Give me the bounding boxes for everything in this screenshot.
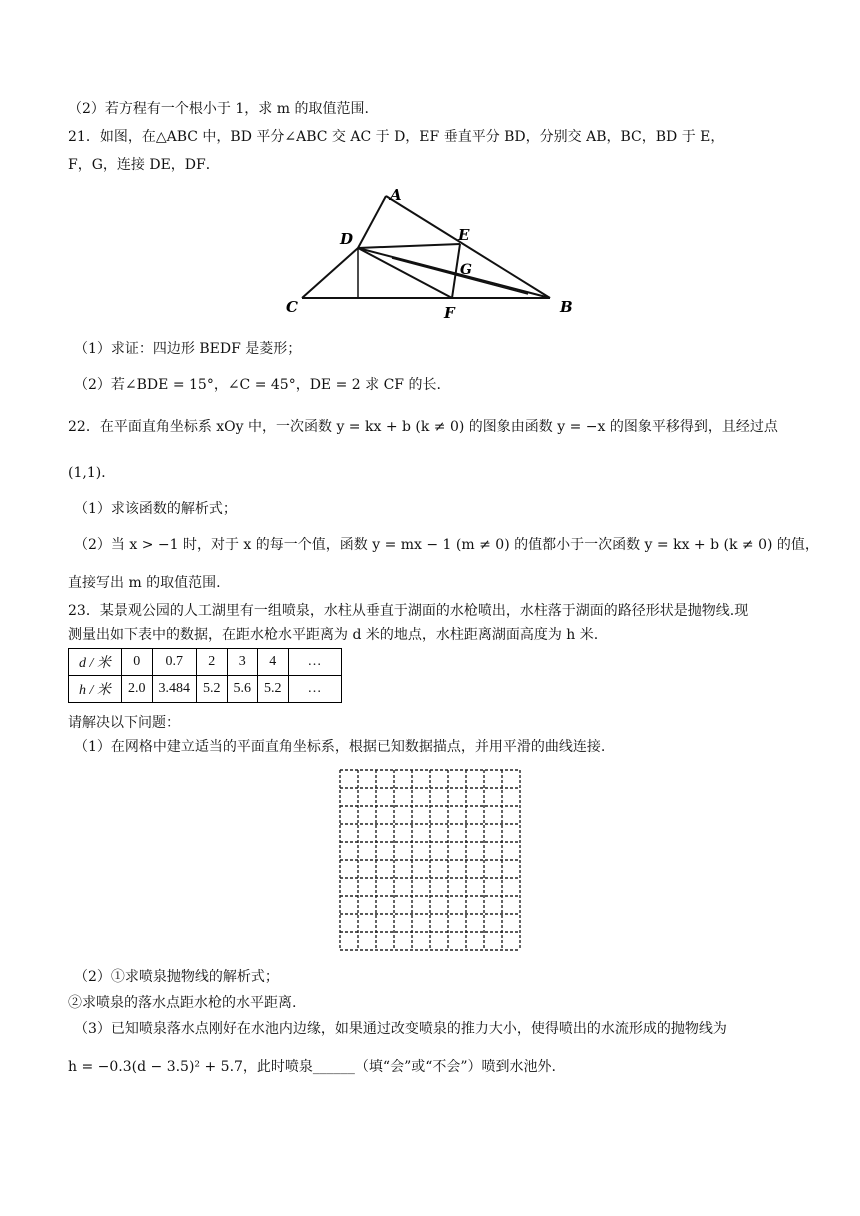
table-cell: 4 (258, 649, 289, 676)
label-d: D (340, 230, 354, 248)
q23-part3-line1: （3）已知喷泉落水点刚好在水池内边缘，如果通过改变喷泉的推力大小，使得喷出的水流形成的抛物线为 (74, 1021, 727, 1037)
q22-stem-line2: (1,1)． (68, 465, 116, 481)
table-cell: d / 米 (69, 649, 122, 676)
segment-ef (452, 244, 460, 298)
q21-stem-line2: F，G，连接 DE，DF． (68, 157, 220, 173)
segment-cd (302, 248, 358, 298)
q23-dashed-grid (336, 766, 524, 954)
table-cell: 2.0 (122, 676, 153, 703)
table-cell: … (288, 649, 341, 676)
q23-part3-line2: h = −0.3(d − 3.5)² + 5.7，此时喷泉______（填“会”或“不会”）喷到水池外. (68, 1059, 557, 1075)
q23-part2-line2: ②求喷泉的落水点距水枪的水平距离. (68, 995, 297, 1011)
q22-stem-line1: 22．在平面直角坐标系 xOy 中，一次函数 y = kx + b (k ≠ 0) 的图象由函数 y = −x 的图象平移得到，且经过点 (68, 419, 778, 435)
table-row (69, 649, 342, 676)
q23-part2-line1: （2）①求喷泉抛物线的解析式； (74, 969, 279, 985)
q21-triangle-figure (280, 186, 580, 321)
segment-da (358, 196, 386, 248)
table-cell: 5.2 (258, 676, 289, 703)
label-f: F (444, 304, 455, 321)
table-cell: 5.6 (227, 676, 258, 703)
table-row (69, 676, 342, 703)
q20-part2: （2）若方程有一个根小于 1，求 m 的取值范围. (68, 101, 369, 117)
q23-stem-line1: 23．某景观公园的人工湖里有一组喷泉，水柱从垂直于湖面的水枪喷出，水柱落于湖面的路径形状是抛物线.现 (68, 603, 749, 619)
segment-df (358, 248, 452, 298)
table-cell: 2 (197, 649, 228, 676)
label-e: E (458, 226, 470, 244)
label-a: A (390, 186, 402, 204)
q23-stem-line2: 测量出如下表中的数据，在距水枪水平距离为 d 米的地点，水柱距离湖面高度为 h 米. (68, 627, 599, 643)
table-cell: 3.484 (152, 676, 197, 703)
segment-ab (386, 196, 550, 298)
table-cell: 3 (227, 649, 258, 676)
table-cell: … (288, 676, 341, 703)
table-cell: h / 米 (69, 676, 122, 703)
table-cell: 5.2 (197, 676, 228, 703)
q22-part1: （1）求该函数的解析式； (74, 501, 237, 517)
q21-part2: （2）若∠BDE = 15°，∠C = 45°，DE = 2 求 CF 的长. (74, 377, 441, 393)
label-b: B (560, 298, 573, 316)
table-cell: 0.7 (152, 649, 197, 676)
label-c: C (286, 298, 298, 316)
segment-de (358, 244, 460, 248)
q23-part1: （1）在网格中建立适当的平面直角坐标系，根据已知数据描点，并用平滑的曲线连接. (74, 739, 606, 755)
label-g: G (460, 262, 472, 278)
q22-part2-line2: 直接写出 m 的取值范围. (68, 575, 221, 591)
q23-data-table (68, 648, 342, 703)
q21-stem-line1: 21．如图，在△ABC 中，BD 平分∠ABC 交 AC 于 D，EF 垂直平分 BD，分别交 AB，BC，BD 于 E， (68, 129, 725, 145)
q23-prompt: 请解决以下问题： (68, 715, 180, 731)
table-cell: 0 (122, 649, 153, 676)
q21-part1: （1）求证：四边形 BEDF 是菱形； (74, 341, 302, 357)
q22-part2-line1: （2）当 x > −1 时，对于 x 的每一个值，函数 y = mx − 1 (m ≠ 0) 的值都小于一次函数 y = kx + b (k ≠ 0) 的值， (74, 537, 819, 553)
